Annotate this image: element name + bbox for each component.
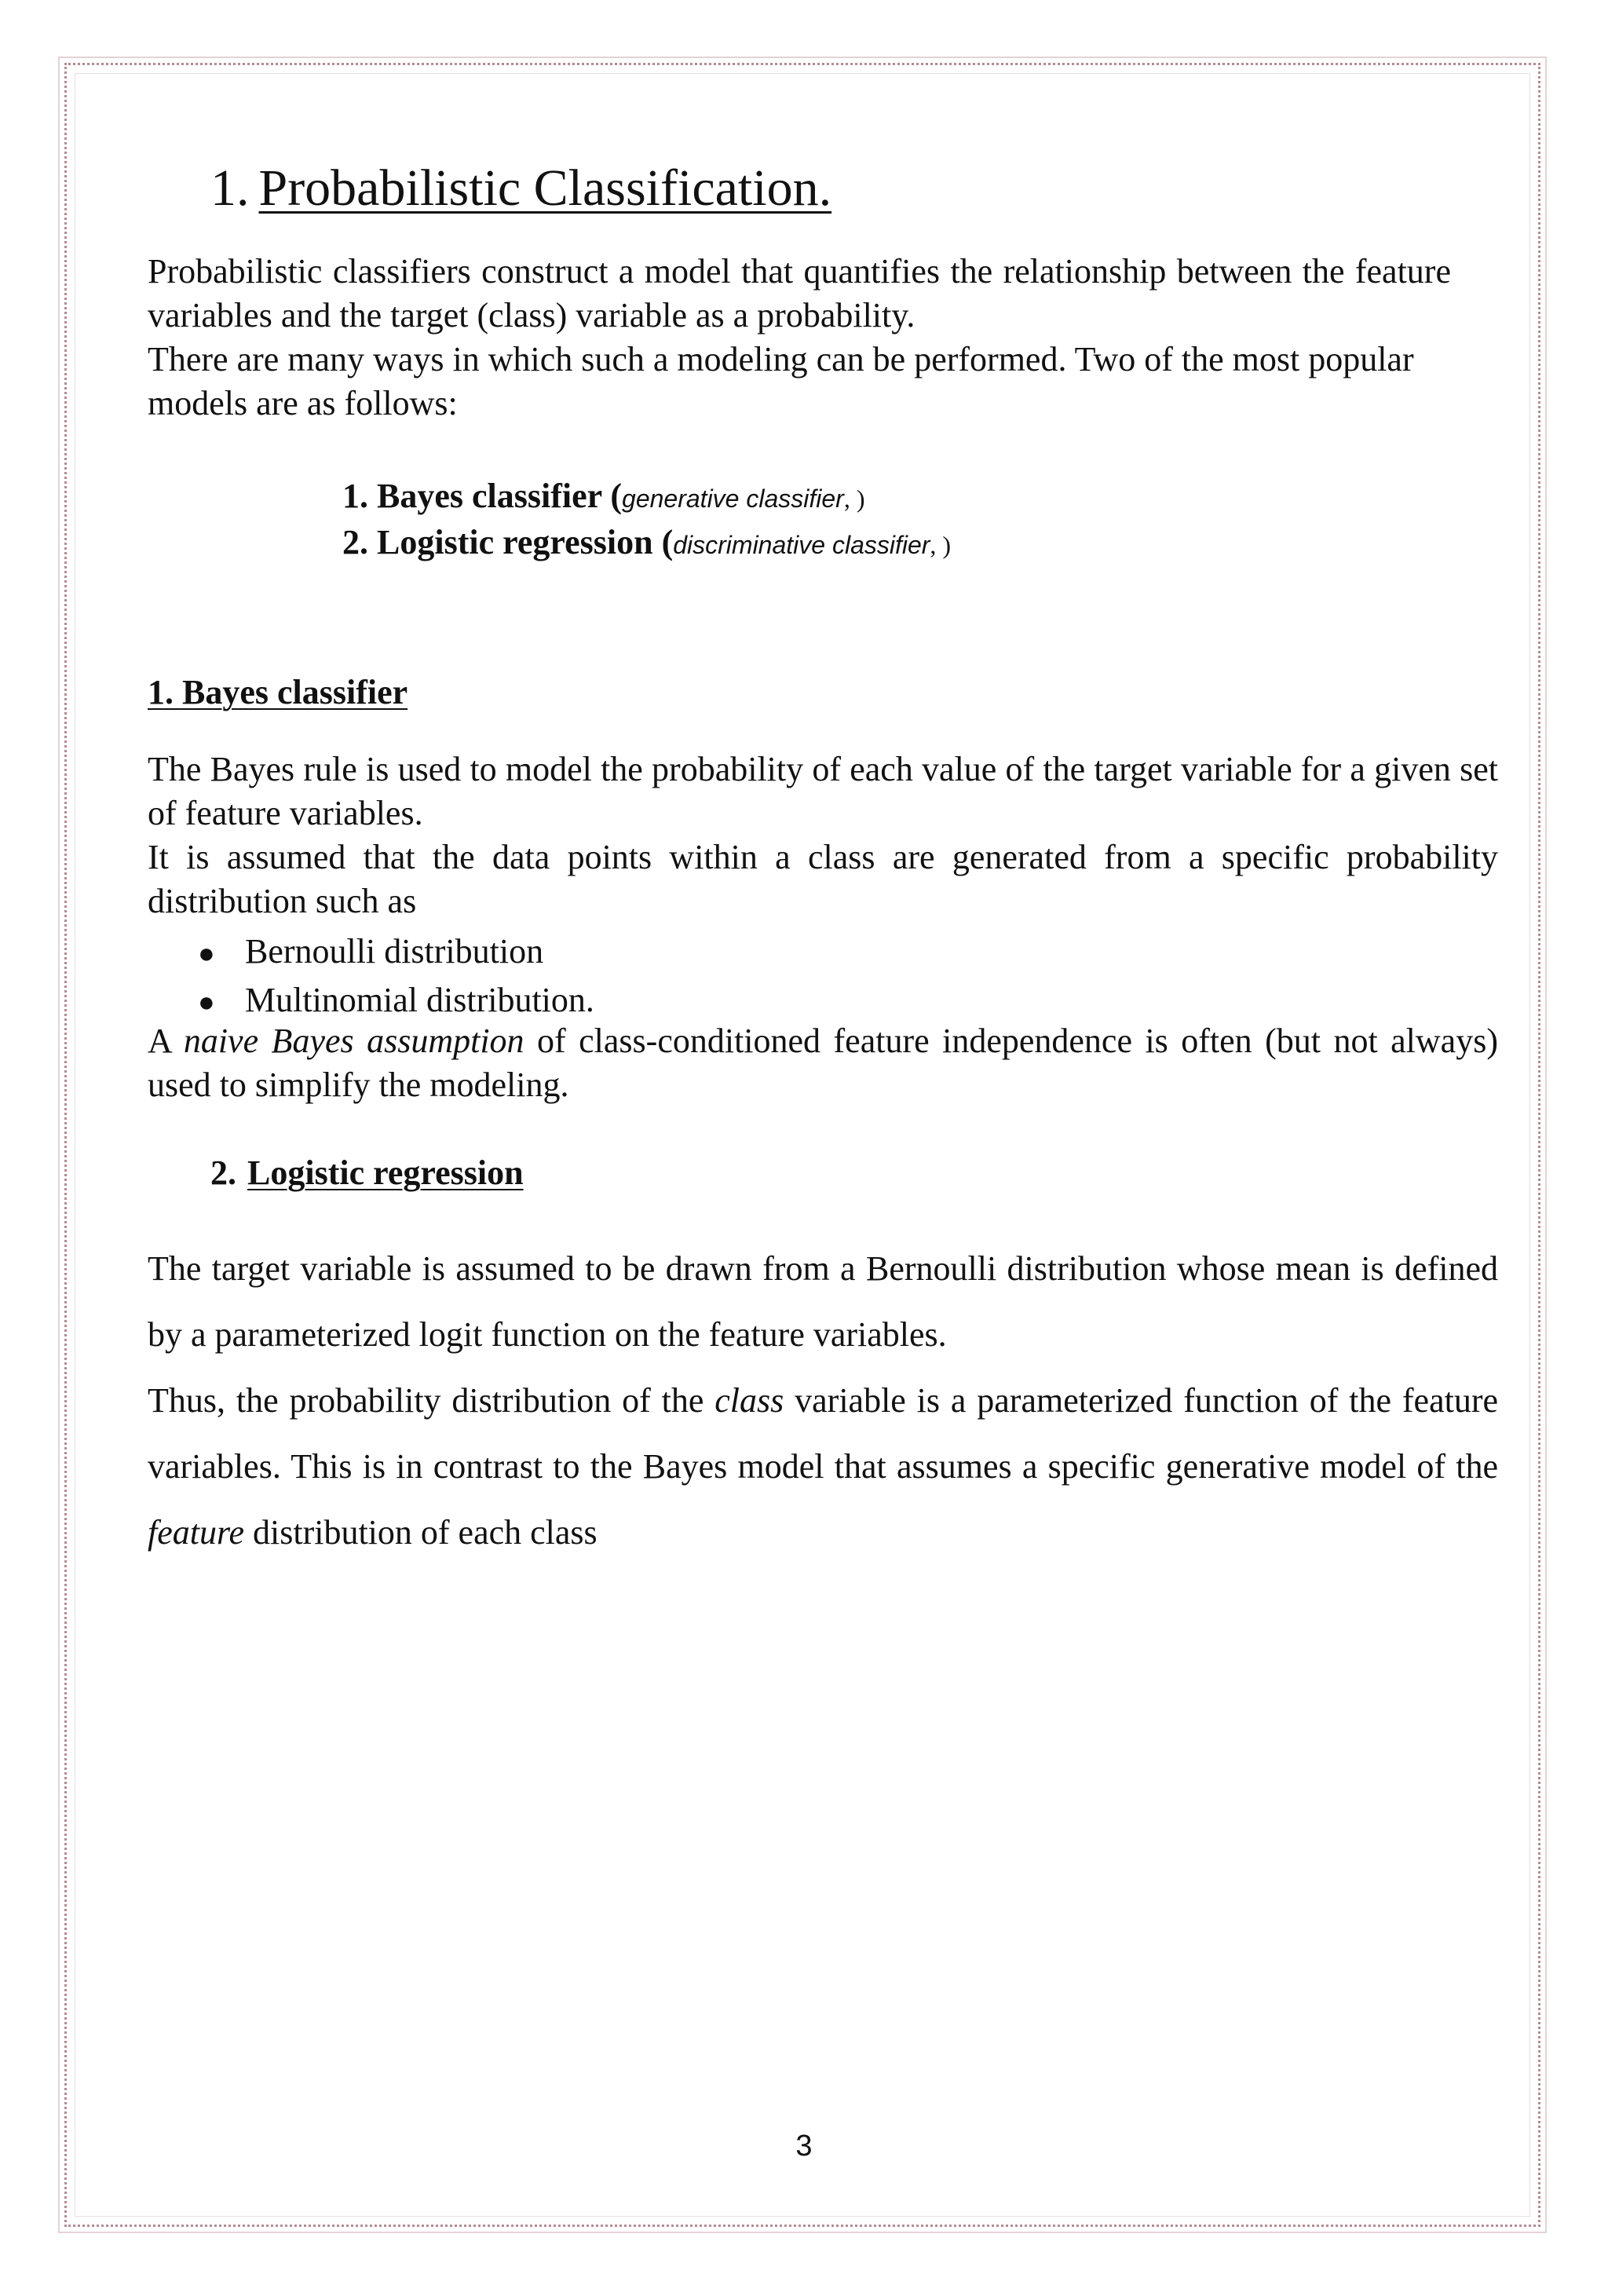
logistic-paragraph-2: Thus, the probability distribution of the class variable is a parameterized function of the feature variables. This is in contrast to the Bayes model that assumes a specific generative model of the feature distribution of each class — [148, 1381, 1499, 1552]
bullet-icon: ● — [198, 986, 215, 1018]
section-number: 1. — [210, 159, 250, 217]
page-number: 3 — [795, 2130, 813, 2163]
section-heading — [210, 157, 831, 220]
logistic-paragraph-1: The target variable is assumed to be drawn from a Bernoulli distribution whose mean is defined by a parameterized logit function on the feature variables. — [148, 1249, 1498, 1354]
model-item-bayes: 1. Bayes classifier (generative classifier, ) — [342, 477, 865, 515]
intro-paragraph-2: There are many ways in which such a modeling can be performed. Two of the most popular models are as follows: — [148, 340, 1414, 422]
model-note: generative classifier — [622, 484, 844, 513]
naive-bayes-term: naive Bayes assumption — [183, 1022, 524, 1060]
list-item: ● Multinomial distribution. — [198, 977, 594, 1026]
intro-paragraph-1: Probabilistic classifiers construct a model that quantifies the relationship between the feature variables and the target (class) variable as a probability. — [148, 252, 1451, 335]
bayes-paragraph-3: A naive Bayes assumption of class-conditioned feature independence is often (but not always) used to simplify the modeling. — [148, 1022, 1498, 1104]
model-note: discriminative classifier — [673, 531, 930, 559]
class-term: class — [714, 1381, 784, 1420]
section-title: Probabilistic Classification. — [258, 159, 832, 217]
logistic-number: 2. — [210, 1153, 236, 1192]
bayes-paragraph-1: The Bayes rule is used to model the probability of each value of the target variable for a given set of feature variables. — [148, 750, 1498, 832]
bayes-heading: 1. Bayes classifier — [148, 673, 408, 711]
list-item: ● Bernoulli distribution — [198, 928, 594, 977]
feature-term: feature — [148, 1513, 244, 1552]
bullet-icon: ● — [198, 938, 215, 969]
model-list — [342, 474, 951, 567]
logistic-heading — [210, 1151, 524, 1195]
model-item-logistic: 2. Logistic regression (discriminative classifier, ) — [342, 523, 952, 561]
logistic-title: Logistic regression — [247, 1153, 524, 1192]
distribution-list — [198, 928, 594, 1026]
bayes-paragraph-2: It is assumed that the data points within a class are generated from a specific probability distribution such as — [148, 838, 1498, 920]
